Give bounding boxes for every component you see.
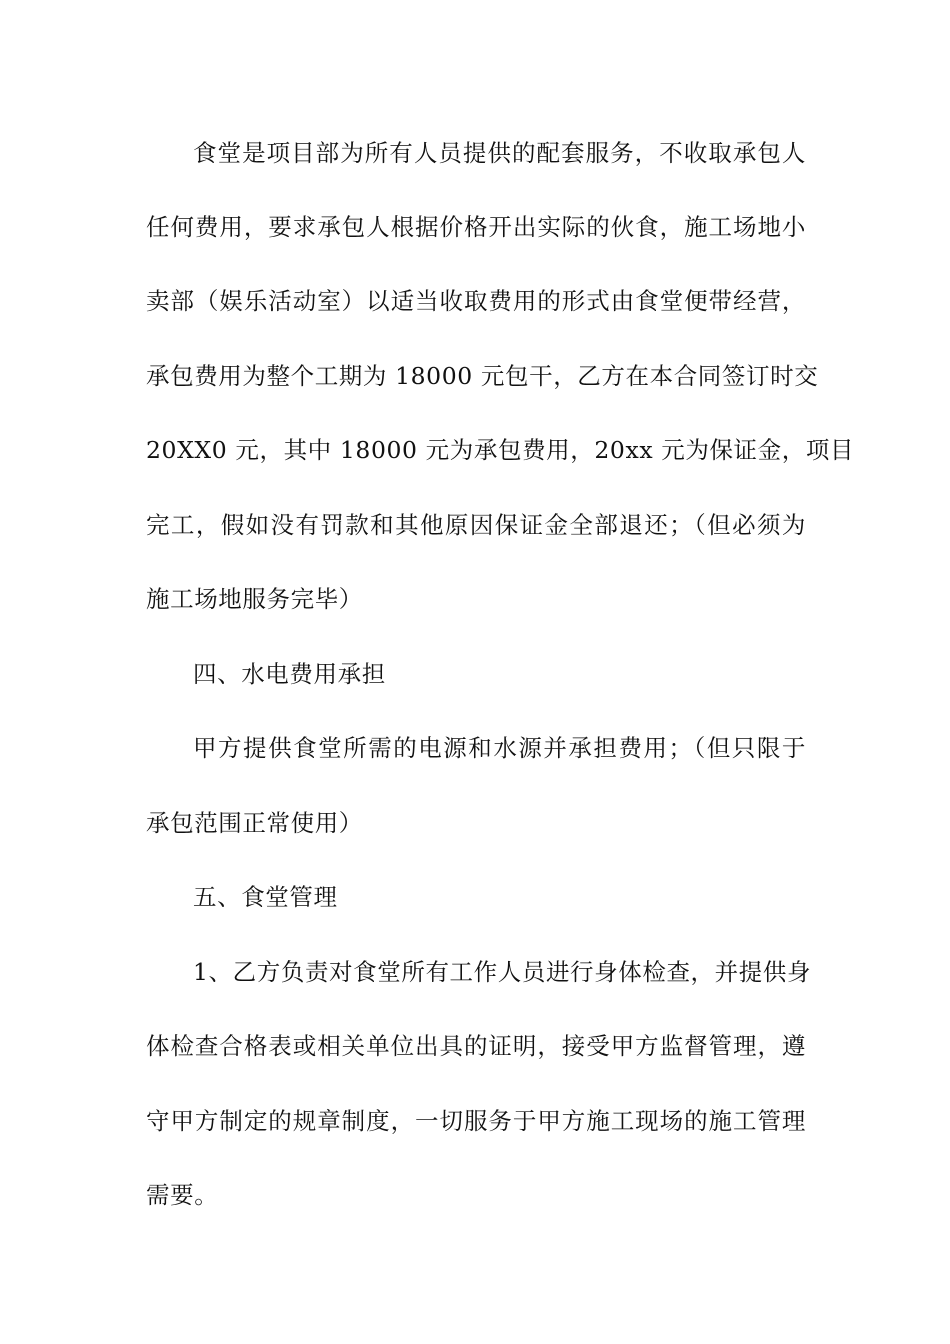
paragraph-line: 需要。 <box>146 1181 219 1209</box>
paragraph-line: 施工场地服务完毕） <box>146 585 363 613</box>
paragraph-line: 承包范围正常使用） <box>146 809 363 837</box>
paragraph-line: 卖部（娱乐活动室）以适当收取费用的形式由食堂便带经营， <box>146 287 806 315</box>
paragraph-line: 20XX0 元，其中 18000 元为承包费用，20xx 元为保证金，项目 <box>146 436 855 464</box>
paragraph-line: 任何费用，要求承包人根据价格开出实际的伙食，施工场地小 <box>146 213 806 241</box>
paragraph-line: 食堂是项目部为所有人员提供的配套服务，不收取承包人 <box>193 139 806 167</box>
paragraph-line: 承包费用为整个工期为 18000 元包干，乙方在本合同签订时交 <box>146 362 819 390</box>
paragraph-line: 完工，假如没有罚款和其他原因保证金全部退还；（但必须为 <box>146 511 806 539</box>
paragraph-line: 甲方提供食堂所需的电源和水源并承担费用；（但只限于 <box>193 734 806 762</box>
paragraph-line: 守甲方制定的规章制度，一切服务于甲方施工现场的施工管理 <box>146 1107 806 1135</box>
section-heading: 五、食堂管理 <box>193 883 338 911</box>
paragraph-line: 1、乙方负责对食堂所有工作人员进行身体检查，并提供身 <box>193 958 812 986</box>
paragraph-line: 体检查合格表或相关单位出具的证明，接受甲方监督管理，遵 <box>146 1032 806 1060</box>
section-heading: 四、水电费用承担 <box>193 660 386 688</box>
